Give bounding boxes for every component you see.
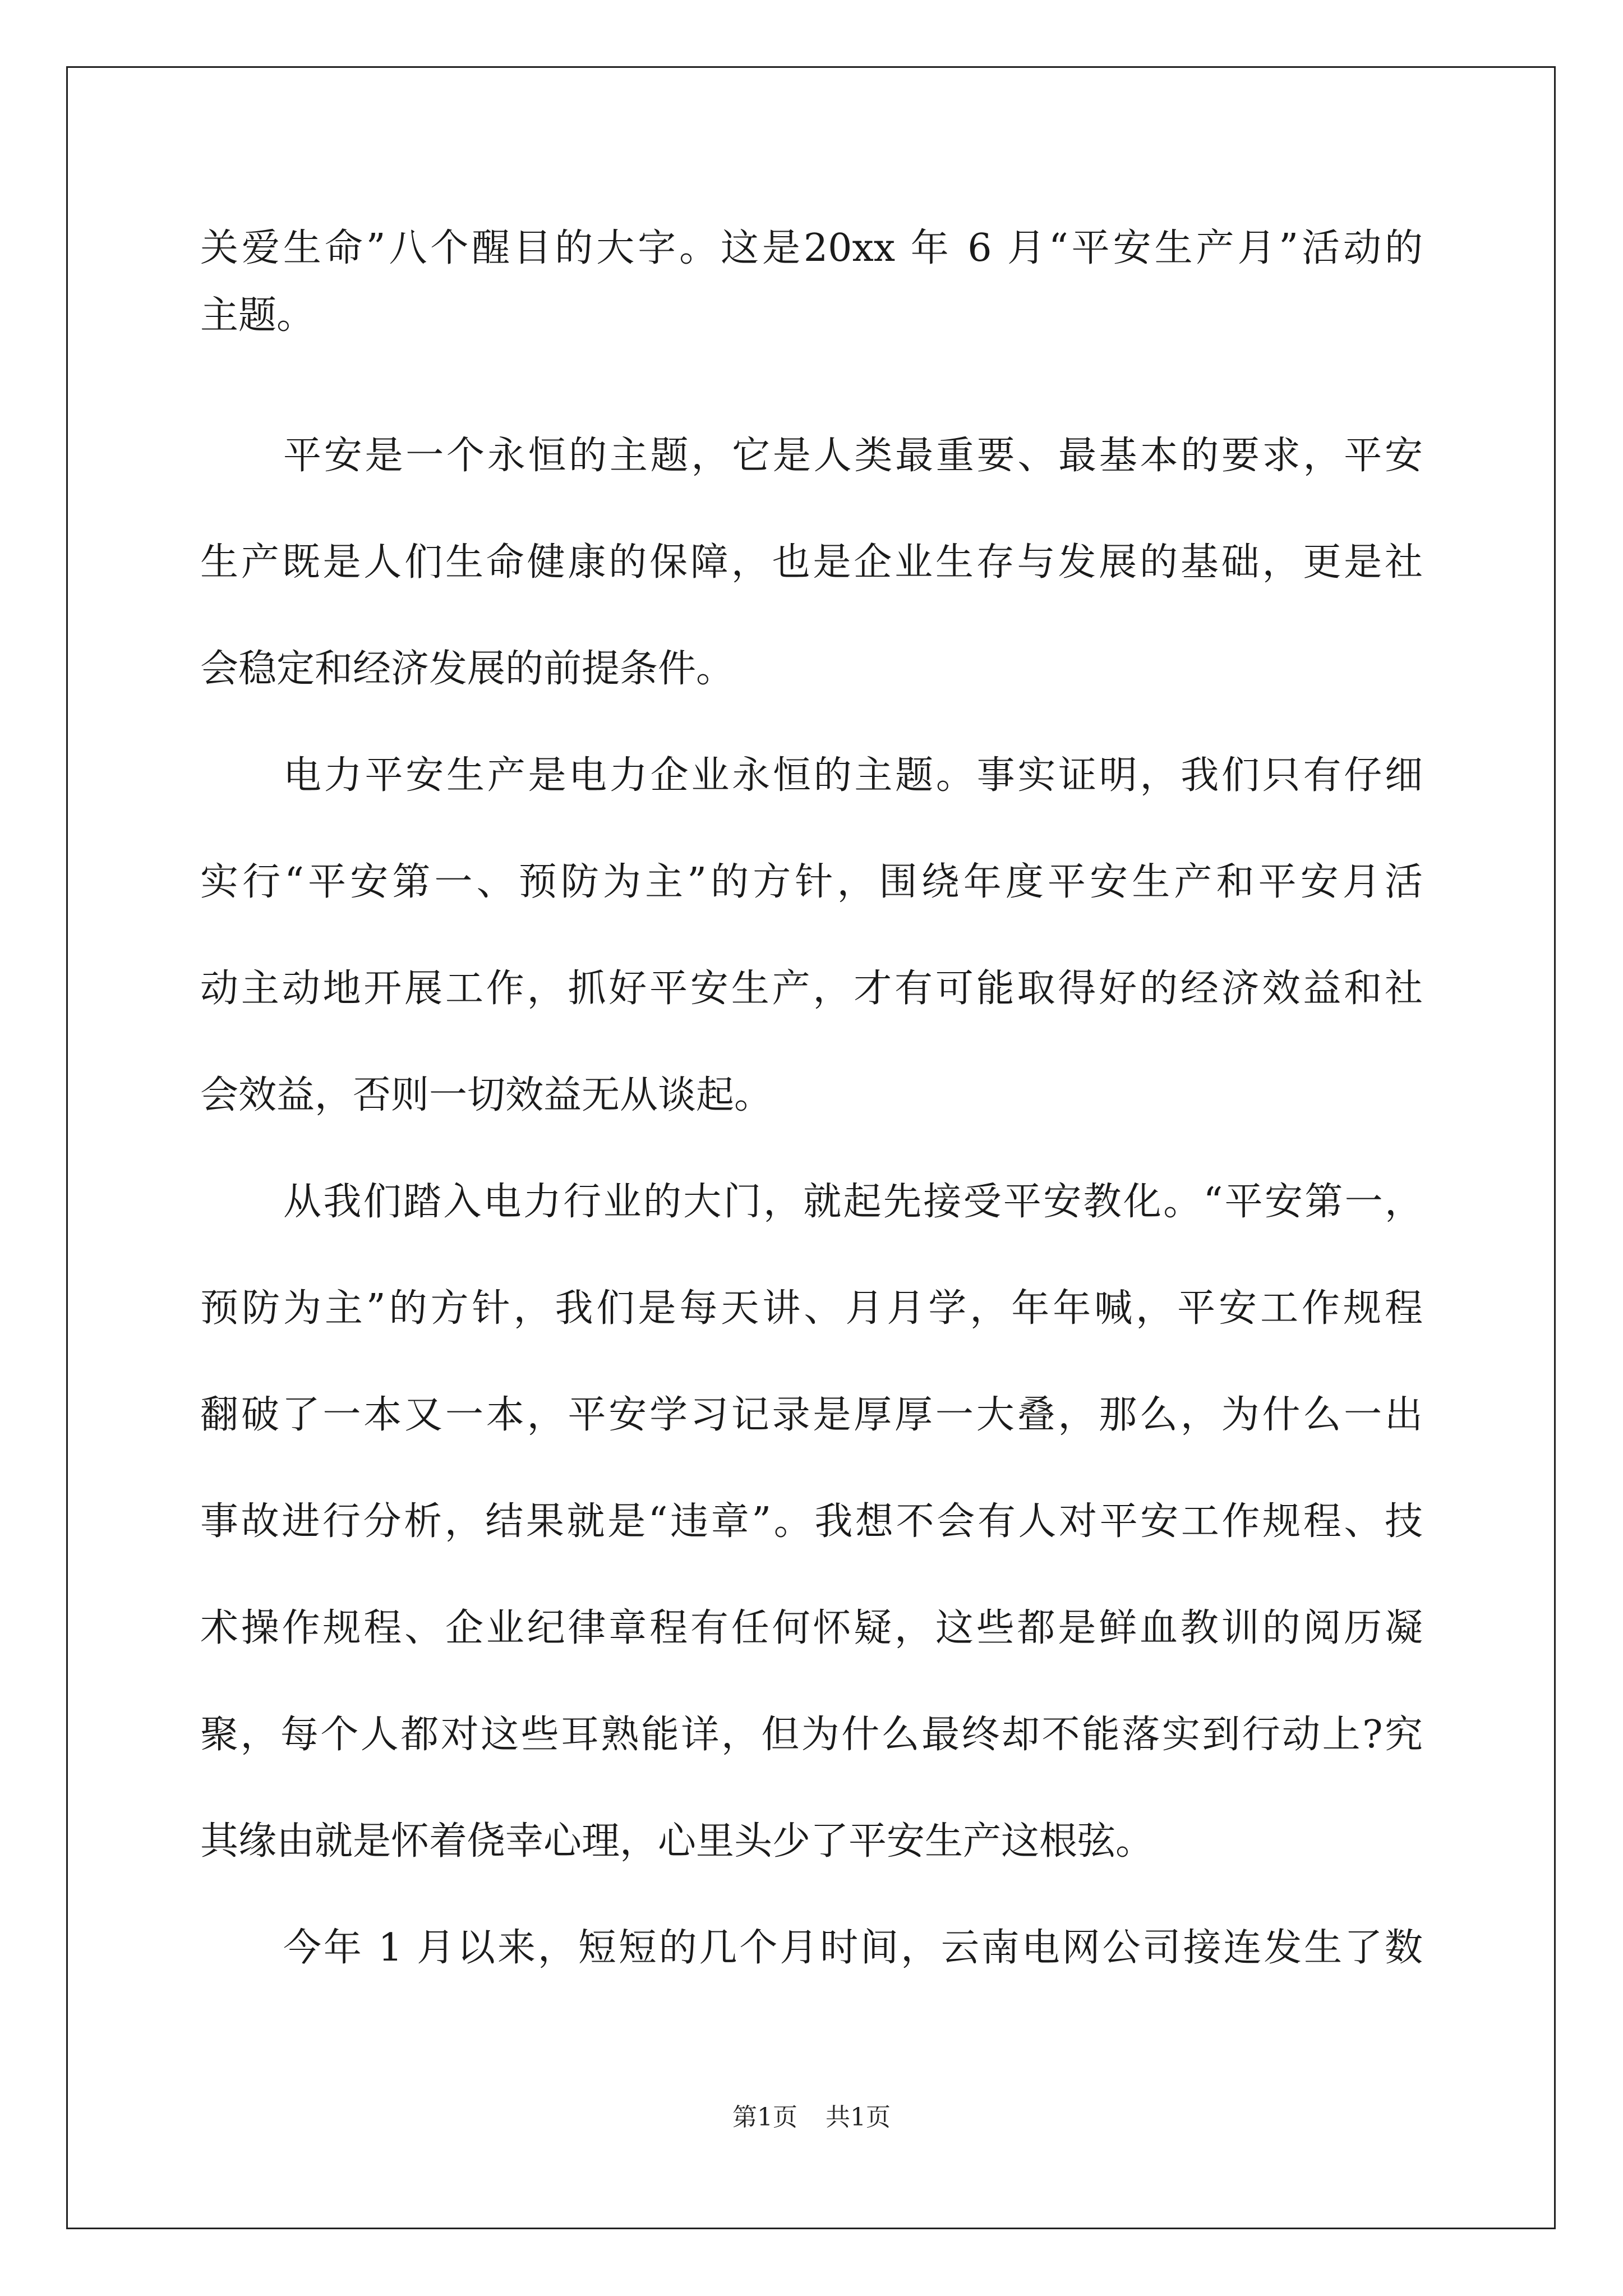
text-line: 主题。 xyxy=(200,293,315,338)
page-footer xyxy=(0,2101,1623,2134)
text-line: 事故进行分析，结果就是“违章”。我想不会有人对平安工作规程、技 xyxy=(200,1499,1423,1544)
text-line: 翻破了一本又一本，平安学习记录是厚厚一大叠，那么，为什么一出 xyxy=(200,1393,1423,1437)
text-line: 预防为主”的方针，我们是每天讲、月月学，年年喊，平安工作规程 xyxy=(200,1286,1423,1331)
text-line: 术操作规程、企业纪律章程有任何怀疑，这些都是鲜血教训的阅历凝 xyxy=(200,1606,1423,1650)
text-line: 其缘由就是怀着侥幸心理，心里头少了平安生产这根弦。 xyxy=(200,1819,1154,1864)
text-line: 今年 1 月以来，短短的几个月时间，云南电网公司接连发生了数 xyxy=(283,1926,1423,1970)
text-line: 从我们踏入电力行业的大门，就起先接受平安教化。“平安第一， xyxy=(283,1180,1423,1224)
text-line: 生产既是人们生命健康的保障，也是企业生存与发展的基础，更是社 xyxy=(200,540,1423,585)
text-line: 聚，每个人都对这些耳熟能详，但为什么最终却不能落实到行动上?究 xyxy=(200,1713,1423,1757)
page-number: 第1页 xyxy=(732,2103,797,2132)
text-line: 电力平安生产是电力企业永恒的主题。事实证明，我们只有仔细 xyxy=(283,753,1423,798)
total-pages: 共1页 xyxy=(826,2103,891,2132)
text-line: 实行“平安第一、预防为主”的方针，围绕年度平安生产和平安月活 xyxy=(200,860,1423,904)
text-line: 会效益，否则一切效益无从谈起。 xyxy=(200,1073,773,1117)
text-line: 关爱生命”八个醒目的大字。这是20xx 年 6 月“平安生产月”活动的 xyxy=(200,226,1423,270)
text-line: 动主动地开展工作，抓好平安生产，才有可能取得好的经济效益和社 xyxy=(200,967,1423,1011)
text-line: 会稳定和经济发展的前提条件。 xyxy=(200,647,735,691)
text-line: 平安是一个永恒的主题，它是人类最重要、最基本的要求，平安 xyxy=(283,434,1423,478)
